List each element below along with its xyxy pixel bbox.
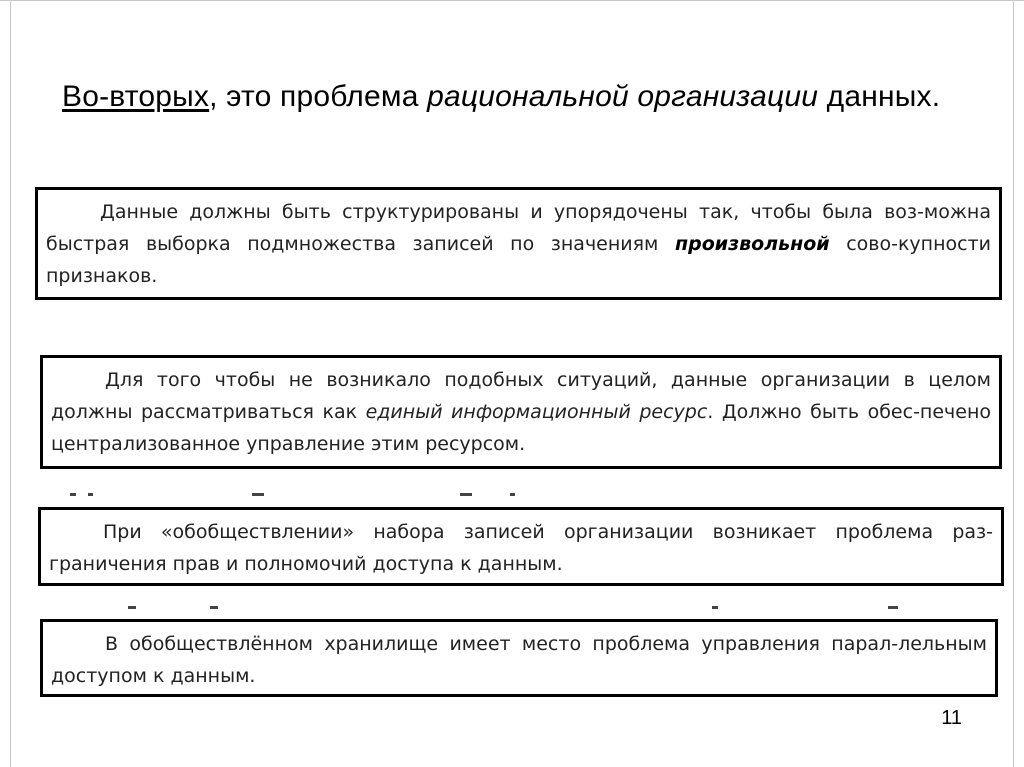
heading-tail-part: данных. [818, 80, 941, 113]
heading-italic-part: рациональной организации [427, 80, 819, 113]
text-box-paragraph [46, 196, 991, 292]
text-box-parallel-access [40, 619, 998, 697]
paragraph-text: Данные должны быть структурированы и упорядочены так, чтобы была воз-можна быстрая выборка подмножества записей по значениям [46, 201, 991, 255]
emphasis-text: произвольной [674, 233, 830, 255]
emphasis-text: единый информационный ресурс [365, 401, 708, 423]
clipped-text-fragment [510, 493, 515, 496]
text-box-paragraph: В обобществлённом хранилище имеет место проблема управления парал-лельным доступом к данным. [51, 633, 987, 687]
clipped-text-fragment [460, 493, 472, 496]
slide-frame-left [10, 0, 11, 767]
paragraph-text: Для того чтобы не возникало подобных ситуаций, данные организации в целом должны рассматриваться как [51, 369, 991, 423]
page-number: 11 [941, 707, 962, 729]
paragraph-text-tail: . Должно быть обес-печено централизованное управление этим ресурсом. [51, 401, 992, 455]
heading-underlined-part: Во-вторых [62, 80, 210, 113]
text-box-access-rights [38, 507, 1004, 586]
clipped-text-fragment [70, 493, 76, 496]
slide-frame-top [0, 0, 1024, 1]
paragraph-text-tail: сово-купности признаков. [46, 233, 991, 287]
clipped-text-fragment [88, 493, 93, 496]
clipped-text-fragment [128, 606, 136, 609]
clipped-text-fragment [252, 493, 264, 496]
text-box-structuring [35, 187, 1002, 300]
text-box-paragraph [51, 364, 991, 460]
heading-plain-part: , это проблема [209, 80, 428, 113]
slide-heading [62, 76, 972, 118]
clipped-text-fragment [210, 606, 218, 609]
clipped-text-fragment [888, 606, 898, 609]
text-box-paragraph: При «обобществлении» набора записей организации возникает проблема раз-граничения прав и полномочий доступа к данным. [49, 521, 993, 575]
text-box-unified-resource [40, 355, 1002, 469]
slide-frame-right [1013, 0, 1014, 767]
clipped-text-fragment [712, 606, 718, 609]
